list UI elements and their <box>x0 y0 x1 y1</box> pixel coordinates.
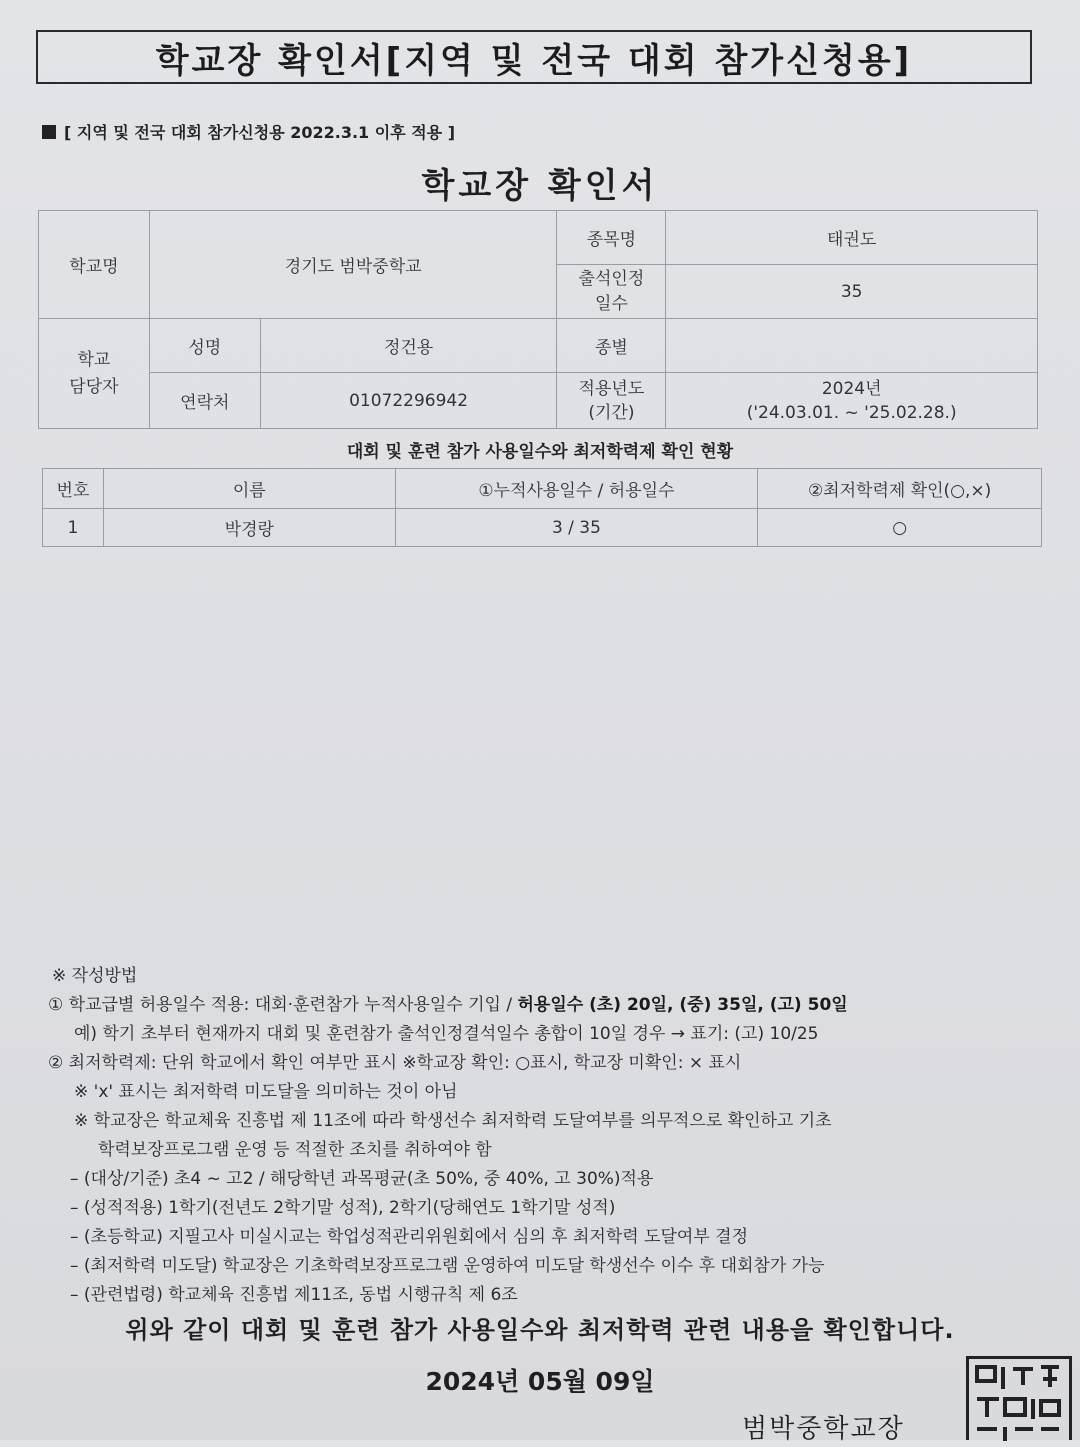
sport-value: 태권도 <box>666 211 1038 265</box>
header-min-grade: ②최저학력제 확인(○,×) <box>758 469 1042 509</box>
manager-label: 학교 담당자 <box>39 319 150 429</box>
instruction-line: – (초등학교) 지필고사 미실시교는 학업성적관리위원회에서 심의 후 최저학력 도달여부 결정 <box>70 1227 749 1247</box>
usage-table <box>42 468 1042 547</box>
school-value: 경기도 범박중학교 <box>149 211 557 319</box>
instruction-line: ※ 학교장은 학교체육 진흥법 제 11조에 따라 학생선수 최저학력 도달여부를 의무적으로 확인하고 기초 <box>74 1111 832 1131</box>
attendance-value: 35 <box>666 265 1038 319</box>
applicability-note-text: [ 지역 및 전국 대회 참가신청용 2022.3.1 이후 적용 ] <box>64 123 456 142</box>
banner-title: 학교장 확인서[지역 및 전국 대회 참가신청용] <box>36 30 1032 84</box>
instruction-line: – (성적적용) 1학기(전년도 2학기말 성적), 2학기(당해연도 1학기말 성적) <box>70 1198 616 1218</box>
instruction-line: – (대상/기준) 초4 ~ 고2 / 해당학년 과목평균(초 50%, 중 40%, 고 30%)적용 <box>70 1169 654 1189</box>
year-value-line1: 2024년 <box>821 378 882 399</box>
year-value <box>666 373 1038 429</box>
issue-date: 2024년 05월 09일 <box>425 1367 655 1396</box>
row-used-days: 3 / 35 <box>395 509 758 547</box>
instructions-heading: ※ 작성방법 <box>52 966 138 986</box>
row-number: 1 <box>43 509 104 547</box>
sport-label: 종목명 <box>557 211 666 265</box>
square-bullet-icon <box>42 125 56 139</box>
contact-value: 01072296942 <box>260 373 557 429</box>
row-min-grade: ○ <box>758 509 1042 547</box>
principal-name: 범박중학교장 <box>742 1414 905 1444</box>
attendance-label: 출석인정 일수 <box>557 265 666 319</box>
document-title: 학교장 확인서 <box>421 166 659 206</box>
school-seal-stamp <box>966 1356 1072 1440</box>
seal-glyphs-icon <box>969 1359 1069 1443</box>
usage-header-row <box>43 469 1042 509</box>
name-label: 성명 <box>149 319 260 373</box>
header-used-days: ①누적사용일수 / 허용일수 <box>395 469 758 509</box>
usage-section-title: 대회 및 훈련 참가 사용일수와 최저학력제 확인 현황 <box>346 442 734 462</box>
instructions-block <box>48 962 1048 1310</box>
name-value: 정건용 <box>260 319 557 373</box>
allowed-days-bold: 허용일수 (초) 20일, (중) 35일, (고) 50일 <box>517 995 848 1015</box>
contact-label: 연락처 <box>149 373 260 429</box>
instruction-line: ② 최저학력제: 단위 학교에서 확인 여부만 표시 ※학교장 확인: ○표시, 학교장 미확인: × 표시 <box>48 1053 742 1073</box>
info-table <box>38 210 1038 429</box>
applicability-note <box>42 120 455 143</box>
row-name: 박경랑 <box>103 509 395 547</box>
header-name: 이름 <box>103 469 395 509</box>
year-label: 적용년도 (기간) <box>557 373 666 429</box>
instruction-line: 학력보장프로그램 운영 등 적절한 조치를 취하여야 함 <box>98 1140 492 1160</box>
instruction-line: 예) 학기 초부터 현재까지 대회 및 훈련참가 출석인정결석일수 총합이 10일 경우 → 표기: (고) 10/25 <box>74 1024 819 1044</box>
confirmation-statement: 위와 같이 대회 및 훈련 참가 사용일수와 최저학력 관련 내용을 확인합니다. <box>125 1316 955 1344</box>
instruction-line: – (관련법령) 학교체육 진흥법 제11조, 동법 시행규칙 제 6조 <box>70 1285 518 1305</box>
event-value <box>666 319 1038 373</box>
instruction-line: ※ 'x' 표시는 최저학력 미도달을 의미하는 것이 아님 <box>74 1082 458 1102</box>
header-number: 번호 <box>43 469 104 509</box>
table-row <box>43 509 1042 547</box>
year-value-line2: ('24.03.01. ~ '25.02.28.) <box>746 402 957 423</box>
school-label: 학교명 <box>39 211 150 319</box>
instruction-line: – (최저학력 미도달) 학교장은 기초학력보장프로그램 운영하여 미도달 학생선수 이수 후 대회참가 가능 <box>70 1256 825 1276</box>
instruction-line: ① 학교급별 허용일수 적용: 대회·훈련참가 누적사용일수 기입 / 허용일수 (초) 20일, (중) 35일, (고) 50일 <box>48 995 848 1015</box>
event-label: 종별 <box>557 319 666 373</box>
